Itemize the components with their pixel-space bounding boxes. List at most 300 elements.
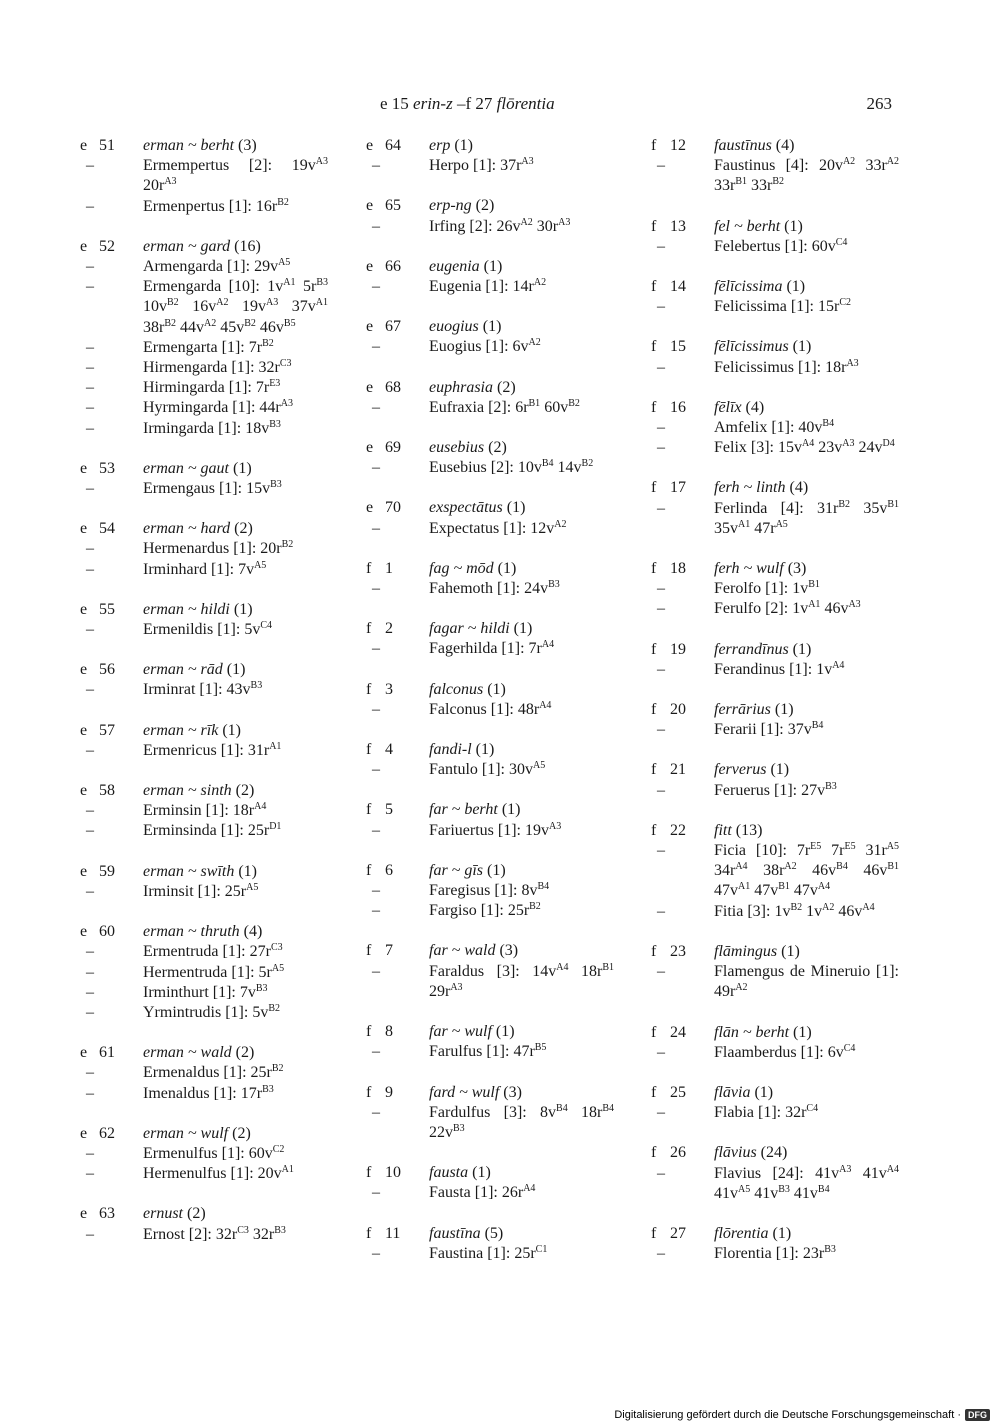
folio-number: 46v (812, 862, 837, 880)
folio-reference (792, 600, 820, 617)
lemma-headword: euphrasia (429, 378, 493, 396)
folio-column-marker: A4 (735, 861, 748, 873)
folio-reference (714, 983, 748, 1000)
folio-number: 1v (267, 278, 284, 296)
lemma-heading (714, 640, 901, 660)
lemma-heading (429, 740, 616, 760)
folio-number: 45v (220, 318, 245, 336)
lemma-count: (1) (483, 257, 503, 275)
folio-number: 8v (540, 1103, 557, 1121)
form-dash: – (657, 1164, 665, 1182)
folio-number: 7r (255, 379, 270, 397)
folio-reference (801, 782, 837, 799)
folio-reference (751, 177, 784, 194)
form-text (429, 398, 616, 418)
folio-reference (143, 177, 177, 194)
form-dash: – (372, 902, 380, 920)
lemma-number: 69 (385, 439, 401, 457)
form-row (366, 156, 616, 176)
folio-reference (525, 822, 561, 839)
form-row (80, 963, 330, 983)
form-text (429, 458, 616, 478)
form-text (714, 660, 901, 680)
form-row (366, 962, 616, 1002)
lemma-letter: f (366, 1224, 372, 1242)
lemma-headword: falconus (429, 680, 484, 698)
form-row (80, 358, 330, 378)
lemma-headword: erman ~ swīth (143, 862, 235, 880)
folio-number: 27v (801, 781, 826, 799)
form-row (651, 358, 901, 378)
form-name: Fariuertus [1]: (429, 821, 521, 839)
folio-reference (256, 198, 289, 215)
folio-number: 5v (244, 621, 261, 639)
lemma-number: 70 (385, 499, 401, 517)
form-row (80, 479, 330, 499)
lemma-entry (366, 317, 616, 357)
lemma-letter: f (651, 479, 657, 497)
lemma-count: (24) (760, 1144, 788, 1162)
lemma-headword: fēlīcissimus (714, 338, 789, 356)
folio-column-marker: A1 (315, 297, 329, 309)
lemma-letter: e (366, 439, 374, 457)
lemma-row (80, 781, 330, 801)
folio-number: 1v (792, 580, 809, 598)
lemma-entry (366, 498, 616, 538)
lemma-number: 65 (385, 197, 401, 215)
lemma-count: (1) (226, 661, 246, 679)
lemma-row (366, 680, 616, 700)
folio-column-marker: B3 (778, 1183, 790, 1195)
form-name: Irfing [2]: (429, 217, 493, 235)
folio-column-marker: B1 (735, 176, 747, 188)
lemma-heading (714, 217, 901, 237)
lemma-heading (143, 519, 330, 539)
lemma-count: (1) (495, 1023, 515, 1041)
form-row (651, 297, 901, 317)
form-text (143, 983, 330, 1003)
folio-reference (558, 459, 594, 476)
lemma-number: 5 (385, 801, 393, 819)
form-dash: – (86, 1144, 94, 1162)
lemma-number: 53 (99, 459, 115, 477)
form-name: Faraldus [3]: (429, 962, 520, 980)
lemma-letter: f (651, 701, 657, 719)
lemma-letter: e (366, 378, 374, 396)
lemma-heading (714, 559, 901, 579)
form-name: Ermenpertus [1]: (143, 197, 252, 215)
lemma-count: (4) (745, 398, 765, 416)
lemma-letter: f (366, 801, 372, 819)
lemma-entry (651, 217, 901, 257)
folio-column-marker: A4 (886, 1163, 899, 1175)
lemma-entry (366, 1022, 616, 1062)
folio-number: 7r (831, 842, 845, 860)
form-name: Felebertus [1]: (714, 237, 808, 255)
lemma-number: 2 (385, 620, 393, 638)
form-name: Fantulo [1]: (429, 761, 505, 779)
folio-column-marker: C4 (806, 1103, 819, 1115)
folio-column-marker: B1 (528, 397, 541, 409)
form-text (714, 1164, 901, 1204)
folio-column-marker: B4 (811, 720, 824, 732)
lemma-headword: erman ~ wulf (143, 1124, 229, 1142)
form-text (143, 197, 330, 217)
folio-reference (429, 1124, 465, 1141)
folio-reference (225, 883, 259, 900)
form-dash: – (657, 963, 665, 981)
folio-reference (714, 177, 747, 194)
lemma-row (651, 398, 901, 418)
lemma-heading (714, 1023, 901, 1043)
lemma-entry (80, 922, 330, 1023)
folio-number: 16v (192, 298, 217, 316)
folio-number: 32r (258, 359, 280, 377)
folio-reference (524, 580, 560, 597)
folio-number: 6v (827, 1043, 844, 1061)
form-dash: – (86, 560, 94, 578)
form-text (429, 760, 616, 780)
folio-number: 1v (792, 600, 809, 618)
lemma-entry (366, 1224, 616, 1264)
folio-column-marker: A3 (164, 176, 177, 188)
lemma-number: 7 (385, 942, 393, 960)
lemma-row (80, 660, 330, 680)
lemma-number: 58 (99, 782, 115, 800)
folio-reference (292, 157, 328, 174)
form-name: Ficia [10]: (714, 842, 787, 860)
folio-number: 23v (818, 439, 843, 457)
folio-column-marker: A5 (246, 881, 259, 893)
form-name: Euogius [1]: (429, 338, 509, 356)
form-text (143, 821, 330, 841)
form-name: Faustinus [4]: (714, 157, 809, 175)
folio-reference (865, 157, 899, 174)
lemma-entry (366, 680, 616, 720)
lemma-number: 57 (99, 721, 115, 739)
folio-number: 5r (258, 963, 272, 981)
lemma-row (651, 337, 901, 357)
form-row (366, 337, 616, 357)
lemma-heading (429, 498, 616, 518)
lemma-row (651, 478, 901, 498)
lemma-headword: euogius (429, 318, 479, 336)
lemma-letter: f (651, 1144, 657, 1162)
lemma-headword: faustīna (429, 1224, 481, 1242)
lemma-headword: ferh ~ wulf (714, 560, 784, 578)
folio-column-marker: A5 (738, 1183, 751, 1195)
folio-column-marker: B2 (271, 1063, 284, 1075)
lemma-count: (2) (235, 1044, 255, 1062)
lemma-number: 64 (385, 137, 401, 154)
folio-column-marker: A3 (558, 216, 571, 228)
form-text (714, 297, 901, 317)
folio-number: 47v (714, 882, 738, 900)
form-text (143, 741, 330, 761)
folio-column-marker: A3 (280, 398, 293, 410)
folio-reference (818, 439, 854, 456)
lemma-headword: erman ~ gaut (143, 459, 229, 477)
folio-column-marker: C4 (260, 620, 272, 632)
lemma-letter: e (366, 137, 374, 154)
folio-reference (251, 1064, 284, 1081)
lemma-heading (429, 941, 616, 961)
lemma-row (366, 1163, 616, 1183)
lemma-heading (143, 1204, 330, 1224)
form-dash: – (372, 1184, 380, 1202)
lemma-entry (366, 257, 616, 297)
folio-number: 46v (863, 862, 888, 880)
lemma-number: 10 (385, 1164, 401, 1182)
folio-column-marker: A2 (216, 297, 229, 309)
form-name: Irminsit [1]: (143, 882, 221, 900)
lemma-entry (651, 559, 901, 620)
lemma-count: (2) (475, 197, 495, 215)
folio-number: 37v (787, 721, 812, 739)
lemma-count: (1) (482, 318, 502, 336)
folio-number: 41v (754, 1184, 779, 1202)
column-2 (366, 136, 616, 1284)
form-name: Eugenia [1]: (429, 278, 509, 296)
form-row (80, 942, 330, 962)
form-row (366, 901, 616, 921)
lemma-letter: e (366, 197, 374, 215)
lemma-row (651, 760, 901, 780)
folio-reference (259, 964, 285, 981)
lemma-entry (651, 136, 901, 197)
lemma-heading (429, 1163, 616, 1183)
lemma-letter: e (80, 600, 88, 618)
folio-reference (714, 862, 748, 879)
folio-column-marker: A4 (556, 961, 569, 973)
lemma-letter: f (651, 942, 657, 960)
folio-column-marker: A4 (523, 1183, 536, 1195)
folio-column-marker: A5 (278, 257, 291, 269)
lemma-count: (1) (506, 499, 526, 517)
folio-reference (248, 742, 282, 759)
form-text (429, 821, 616, 841)
form-text (429, 519, 616, 539)
folio-reference (537, 218, 571, 235)
folio-reference (825, 359, 859, 376)
lemma-number: 51 (99, 137, 115, 154)
folio-reference (143, 319, 176, 336)
lemma-entry (366, 941, 616, 1002)
lemma-heading (714, 700, 901, 720)
folio-number: 47v (793, 882, 818, 900)
form-text (143, 1225, 330, 1245)
lemma-headword: far ~ berht (429, 801, 498, 819)
lemma-entry (366, 438, 616, 478)
form-name: Armengarda [1]: (143, 258, 251, 276)
form-dash: – (86, 943, 94, 961)
lemma-row (80, 600, 330, 620)
form-dash: – (372, 157, 380, 175)
folio-number: 1v (816, 660, 833, 678)
lemma-entry (651, 337, 901, 377)
form-text (429, 277, 616, 297)
form-dash: – (372, 1043, 380, 1061)
lemma-count: (3) (499, 942, 519, 960)
folio-number: 27r (249, 943, 271, 961)
lemma-count: (2) (235, 782, 255, 800)
form-text (429, 1183, 616, 1203)
form-name: Ermenulfus [1]: (143, 1144, 245, 1162)
lemma-entry (651, 821, 901, 922)
form-dash: – (86, 1003, 94, 1021)
form-text (143, 358, 330, 378)
folio-reference (788, 721, 824, 738)
folio-number: 46v (824, 600, 849, 618)
folio-reference (774, 903, 802, 920)
lemma-headword: erman ~ hard (143, 520, 231, 538)
lemma-number: 21 (670, 761, 686, 779)
folio-reference (763, 862, 797, 879)
lemma-row (651, 1143, 901, 1163)
folio-number: 44v (180, 318, 204, 336)
lemma-number: 52 (99, 237, 115, 255)
folio-column-marker: C4 (843, 1042, 856, 1054)
form-row (80, 1144, 330, 1164)
folio-number: 8v (521, 882, 538, 900)
folio-number: 7v (238, 560, 255, 578)
form-dash: – (657, 157, 665, 175)
folio-reference (509, 761, 545, 778)
folio-column-marker: A3 (521, 156, 534, 168)
folio-column-marker: B5 (534, 1042, 547, 1054)
form-name: Faustina [1]: (429, 1244, 511, 1262)
form-text (714, 499, 901, 539)
lemma-headword: ferrārius (714, 701, 771, 719)
form-dash: – (372, 398, 380, 416)
lemma-number: 55 (99, 600, 115, 618)
form-name: Erminsinda [1]: (143, 822, 244, 840)
folio-number: 20r (260, 540, 282, 558)
form-name: Hermentruda [1]: (143, 963, 255, 981)
folio-reference (817, 500, 850, 517)
folio-reference (292, 298, 328, 315)
lemma-letter: f (366, 942, 372, 960)
lemma-row (80, 1043, 330, 1063)
folio-number: 26v (496, 217, 521, 235)
folio-number: 25r (224, 882, 247, 900)
lemma-entry (80, 136, 330, 217)
folio-column-marker: B2 (529, 901, 541, 913)
form-dash: – (86, 822, 94, 840)
folio-column-marker: A3 (846, 357, 859, 369)
lemma-heading (429, 317, 616, 337)
form-row (80, 983, 330, 1003)
folio-reference (249, 1145, 285, 1162)
folio-column-marker: B5 (283, 317, 296, 329)
folio-number: 47r (754, 519, 776, 537)
folio-column-marker: B2 (772, 176, 784, 188)
form-row (80, 338, 330, 358)
folio-reference (816, 661, 844, 678)
lemma-count: (4) (243, 923, 263, 941)
lemma-count: (1) (786, 278, 806, 296)
lemma-count: (1) (774, 701, 794, 719)
folio-number: 35v (863, 499, 888, 517)
lemma-count: (1) (513, 620, 533, 638)
form-dash: – (372, 459, 380, 477)
form-row (80, 1225, 330, 1245)
lemma-headword: far ~ wulf (429, 1023, 492, 1041)
lemma-letter: f (366, 1083, 372, 1101)
lemma-headword: far ~ gīs (429, 861, 483, 879)
form-row (366, 639, 616, 659)
form-text (429, 962, 616, 1002)
folio-number: 12v (530, 519, 555, 537)
lemma-letter: e (80, 923, 88, 941)
lemma-number: 6 (385, 861, 393, 879)
form-dash: – (372, 278, 380, 296)
folio-number: 47v (754, 882, 779, 900)
form-name: Hirmengarda [1]: (143, 359, 255, 377)
form-name: Hermenulfus [1]: (143, 1165, 254, 1183)
lemma-headword: flāvia (714, 1083, 751, 1101)
folio-reference (863, 862, 899, 879)
form-name: Ermentruda [1]: (143, 943, 246, 961)
folio-column-marker: A2 (735, 982, 748, 994)
lemma-headword: ernust (143, 1205, 183, 1223)
lemma-letter: f (651, 137, 657, 154)
folio-column-marker: B3 (824, 1244, 836, 1256)
folio-reference (818, 298, 851, 315)
folio-column-marker: B1 (887, 861, 900, 873)
form-name: Falconus [1]: (429, 700, 514, 718)
folio-column-marker: A2 (886, 156, 899, 168)
form-dash: – (86, 197, 94, 215)
lemma-count: (16) (234, 237, 261, 255)
folio-column-marker: B2 (838, 498, 851, 510)
form-row (366, 1042, 616, 1062)
form-row (80, 741, 330, 761)
form-name: Ferulfo [2]: (714, 600, 789, 618)
lemma-row (366, 136, 616, 156)
form-dash: – (372, 700, 380, 718)
lemma-count: (2) (497, 378, 516, 396)
form-dash: – (86, 419, 94, 437)
folio-column-marker: A2 (533, 277, 547, 289)
column-3 (651, 136, 901, 1284)
lemma-row (366, 740, 616, 760)
folio-number: 25r (514, 1244, 536, 1262)
lemma-count: (3) (238, 137, 257, 154)
form-row (80, 419, 330, 439)
folio-column-marker: A4 (802, 438, 815, 450)
lemma-heading (429, 438, 616, 458)
form-name: Hirmingarda [1]: (143, 379, 252, 397)
form-text (714, 599, 901, 619)
lemma-row (366, 1083, 616, 1103)
form-row (651, 1043, 901, 1063)
form-text (429, 700, 616, 720)
folio-reference (754, 1185, 790, 1202)
dfg-logo: DFG (965, 1409, 990, 1421)
form-name: Expectatus [1]: (429, 519, 527, 537)
lemma-row (366, 1022, 616, 1042)
lemma-row (366, 257, 616, 277)
folio-column-marker: B3 (270, 479, 282, 491)
form-dash: – (86, 741, 94, 759)
folio-column-marker: C3 (237, 1224, 249, 1236)
form-name: Herpo [1]: (429, 157, 497, 175)
lemma-count: (1) (222, 721, 241, 739)
form-row (366, 277, 616, 297)
lemma-entry (80, 1043, 330, 1104)
lemma-entry (651, 1224, 901, 1264)
